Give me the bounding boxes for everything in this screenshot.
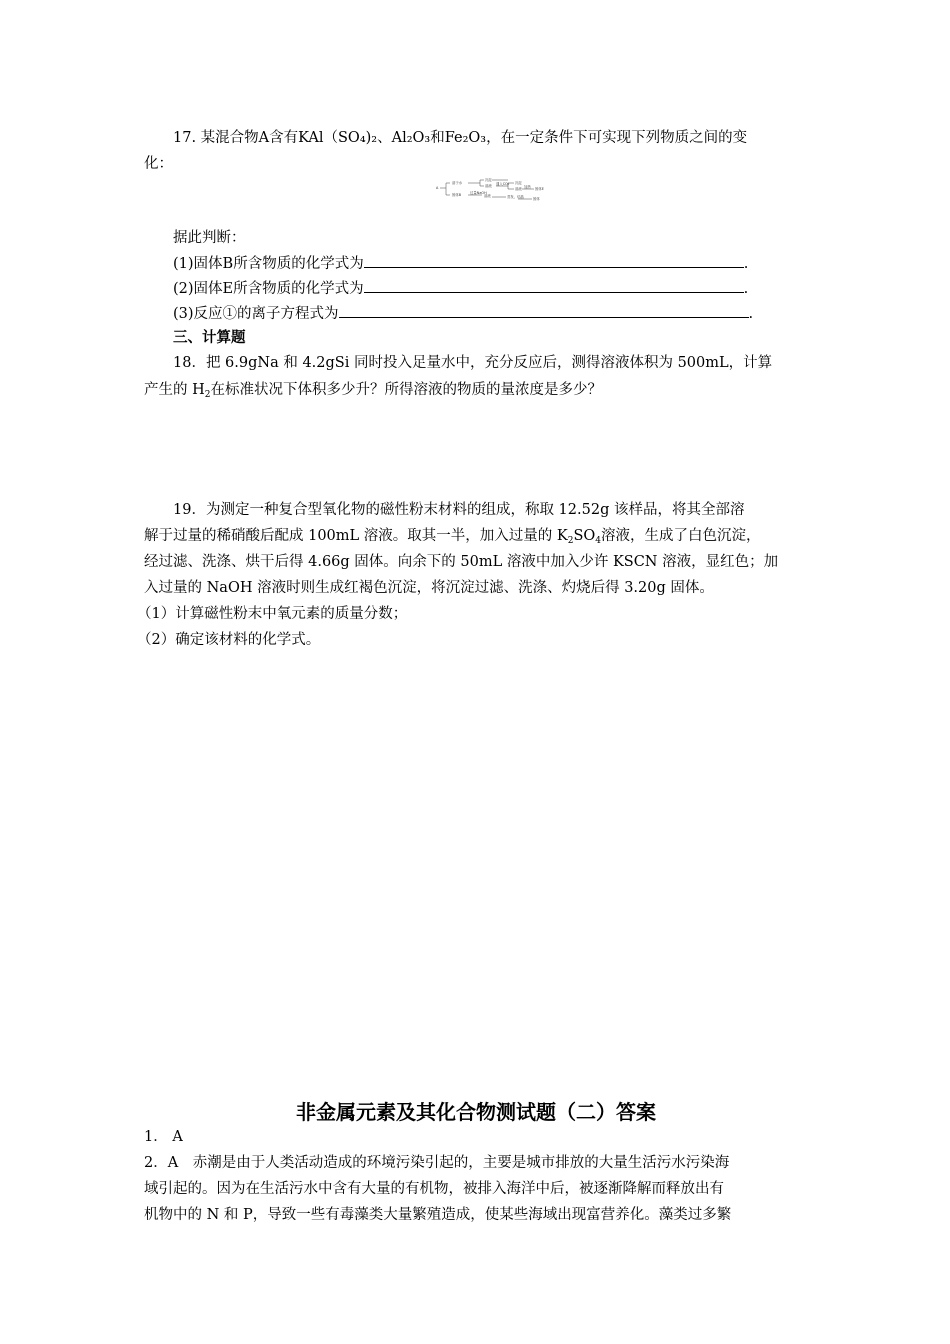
q17-sub2-period: .	[743, 281, 749, 297]
diagram-label-naoh: 过量NaOH	[470, 191, 487, 195]
q19-line2-a: 解于过量的稀硝酸后配成 100mL 溶液。取其一半，加入过量的 K	[144, 528, 568, 544]
q17-sub2-text: (2)固体E所含物质的化学式为	[173, 281, 364, 297]
q17-judge: 据此判断：	[173, 230, 246, 246]
q19-line4: 入过量的 NaOH 溶液时则生成红褐色沉淀，将沉淀过滤、洗涤、灼烧后得 3.20g 固体。	[144, 580, 714, 596]
answer-blank-3[interactable]	[339, 300, 749, 318]
diagram-label-dissolve: 溶于水	[452, 181, 463, 185]
q19-line1: 19．为测定一种复合型氧化物的磁性粉末材料的组成，称取 12.52g 该样品，将其全部溶	[173, 502, 745, 518]
diagram-label-solid: 固体	[533, 197, 540, 201]
q18-line2	[144, 377, 808, 403]
diagram-label-co2: 通入CO₂	[496, 182, 510, 186]
q17-sub3-period: .	[748, 306, 754, 322]
answer-1: 1． A	[144, 1129, 183, 1145]
answer-2-line3: 机物中的 N 和 P，导致一些有毒藻类大量繁殖造成，使某些海域出现富营养化。藻类过多繁	[144, 1207, 732, 1223]
q19-line2-b: SO	[573, 528, 596, 544]
answer-blank-2[interactable]	[364, 275, 744, 293]
q18-line1: 18．把 6.9gNa 和 4.2gSi 同时投入足量水中，充分反应后，测得溶液体积为 500mL，计算	[173, 355, 773, 371]
q18-line2-a: 产生的 H	[144, 382, 205, 398]
diagram-label-solid-b: 固体B	[452, 193, 462, 197]
q18-line2-sub: 2	[204, 390, 211, 400]
q19-line2-c: 溶液，生成了白色沉淀，	[601, 528, 761, 544]
q17-sub1	[144, 250, 837, 277]
q19-line3: 经过滤、洗涤、烘干后得 4.66g 固体。向余下的 50mL 溶液中加入少许 KSCN 溶液，显红色；加	[144, 554, 779, 570]
q19-line2-sub2: 4	[595, 536, 602, 546]
diagram-label-precipitate-2: 沉淀	[515, 181, 522, 185]
diagram-label-precipitate: 沉淀	[485, 178, 492, 182]
q17-sub1-text: (1)固体B所含物质的化学式为	[173, 256, 364, 272]
answer-2-line2: 域引起的。因为在生活污水中含有大量的有机物，被排入海洋中后，被逐渐降解而释放出有	[144, 1181, 724, 1197]
q17-sub2	[144, 275, 837, 302]
section-heading-calculation: 三、计算题	[173, 329, 246, 346]
diagram-label-solution-3: 溶液	[515, 187, 522, 191]
answer-blank-1[interactable]	[364, 250, 744, 268]
q17-line2: 化：	[144, 156, 173, 172]
q17-sub3	[144, 300, 837, 327]
reaction-flow-diagram	[436, 177, 548, 205]
diagram-label-solution: 溶液	[485, 184, 492, 188]
answer-2-line1: 2．A 赤潮是由于人类活动造成的环境污染引起的，主要是城市排放的大量生活污水污染海	[144, 1155, 730, 1171]
q19-sub1: （1）计算磁性粉末中氧元素的质量分数；	[137, 606, 408, 622]
q18-line2-b: 在标准状况下体积多少升？所得溶液的物质的量浓度是多少？	[210, 382, 602, 398]
diagram-label-heat: 加热	[524, 185, 531, 189]
diagram-label-evaporate: 蒸发、结晶	[507, 195, 524, 199]
q17-line1: 17. 某混合物A含有KAl（SO₄)₂、Al₂O₃和Fe₂O₃，在一定条件下可实现下列物质之间的变	[173, 130, 748, 146]
q17-sub3-text: (3)反应①的离子方程式为	[173, 306, 339, 322]
q19-line2-sub1: 2	[567, 536, 574, 546]
q19-line2	[144, 523, 808, 549]
diagram-label-solution-2: 溶液	[484, 194, 491, 198]
diagram-label-solid-e: 固体E	[535, 187, 544, 191]
q19-sub2: （2）确定该材料的化学式。	[137, 632, 321, 648]
answers-title: 非金属元素及其化合物测试题（二）答案	[296, 1100, 656, 1124]
q17-sub1-period: .	[743, 256, 749, 272]
diagram-label-a: A	[436, 186, 439, 190]
